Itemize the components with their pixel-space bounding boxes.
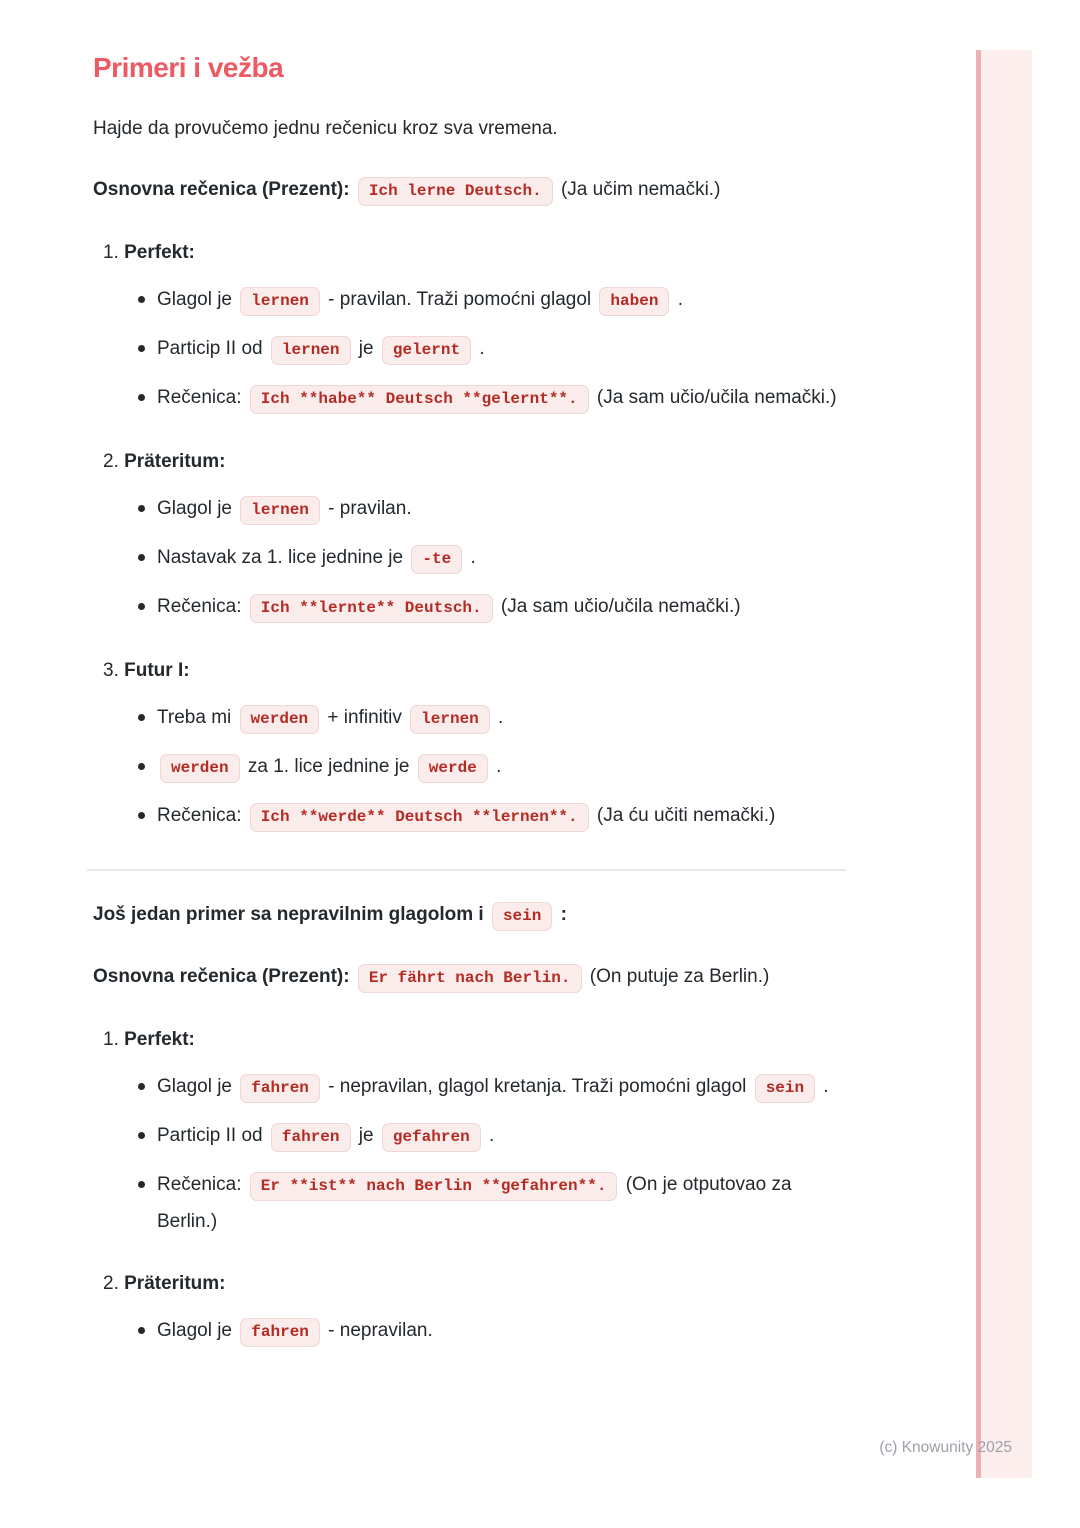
tense-section: [93, 236, 846, 417]
text-segment: je: [353, 338, 379, 359]
code-chip: werden: [160, 754, 240, 783]
second-example-heading: [93, 898, 846, 933]
text-segment: Rečenica:: [157, 596, 247, 617]
text-segment: Nastavak za 1. lice jednine je: [157, 547, 409, 568]
text-segment: + infinitiv: [322, 707, 408, 728]
bullet-list: [93, 700, 846, 835]
code-chip: Ich **lernte** Deutsch.: [250, 594, 493, 623]
section-number: 1.: [103, 1029, 125, 1050]
text-segment: .: [672, 289, 683, 310]
copyright-watermark: (c) Knowunity 2025: [879, 1439, 1012, 1456]
text-segment: (Ja učim nemački.): [555, 179, 721, 200]
code-chip: Er **ist** nach Berlin **gefahren**.: [250, 1172, 618, 1201]
tense-section: [93, 654, 846, 835]
text-segment: (Ja sam učio/učila nemački.): [591, 387, 837, 408]
text-segment: (On putuje za Berlin.): [584, 966, 770, 987]
code-chip: -te: [411, 545, 462, 574]
page-title: Primeri i vežba: [93, 52, 284, 83]
list-item: [93, 491, 846, 528]
section-number: 3.: [103, 660, 125, 681]
text-segment: .: [474, 338, 485, 359]
text-segment: Treba mi: [157, 707, 237, 728]
code-chip: Er fährt nach Berlin.: [358, 964, 582, 993]
code-chip: lernen: [240, 287, 320, 316]
text-segment: .: [490, 756, 502, 777]
section-number: 1.: [103, 242, 125, 263]
text-segment: - nepravilan, glagol kretanja. Traži pomoćni glagol: [322, 1076, 752, 1097]
text-segment: Glagol je: [157, 498, 238, 519]
tense-list-1: [93, 236, 846, 835]
text-segment: Glagol je: [157, 1076, 238, 1097]
code-chip: werde: [418, 754, 488, 783]
bullet-list: [93, 491, 846, 626]
code-chip: Ich **werde** Deutsch **lernen**.: [250, 803, 589, 832]
list-item: [93, 589, 846, 626]
code-chip: Ich lerne Deutsch.: [358, 177, 553, 206]
section-heading: [93, 654, 846, 688]
text-segment: - pravilan. Traži pomoćni glagol: [322, 289, 597, 310]
section-number: 2.: [103, 451, 125, 472]
section-title: Präteritum:: [124, 1273, 226, 1294]
list-item: [93, 380, 846, 417]
text-segment: Particip II od: [157, 1125, 268, 1146]
code-chip: sein: [755, 1074, 815, 1103]
tense-section: [93, 1023, 846, 1239]
section-title: Perfekt:: [124, 242, 195, 263]
text-segment: - nepravilan.: [322, 1320, 433, 1341]
text-segment: .: [492, 707, 504, 728]
text-segment: za 1. lice jednine je: [242, 756, 415, 777]
text-segment: Particip II od: [157, 338, 268, 359]
code-chip: gefahren: [382, 1123, 481, 1152]
bold-text: :: [555, 904, 567, 925]
text-segment: Glagol je: [157, 289, 238, 310]
section-heading: [93, 445, 846, 479]
code-chip: lernen: [410, 705, 490, 734]
section-divider: [87, 869, 846, 871]
list-item: [93, 1069, 846, 1106]
list-item: [93, 700, 846, 737]
section-title: Präteritum:: [124, 451, 226, 472]
bullet-list: [93, 1313, 846, 1350]
section-heading: [93, 236, 846, 270]
section-heading: [93, 1023, 846, 1057]
code-chip: haben: [599, 287, 669, 316]
list-item: [93, 1118, 846, 1155]
list-item: [93, 1313, 846, 1350]
text-segment: Rečenica:: [157, 1174, 247, 1195]
list-item: [93, 331, 846, 368]
list-item: [93, 540, 846, 577]
tense-section: [93, 445, 846, 626]
section-title: Futur I:: [124, 660, 190, 681]
bold-text: Osnovna rečenica (Prezent):: [93, 966, 355, 987]
text-segment: - pravilan.: [322, 498, 412, 519]
base-sentence-paragraph-1: [93, 173, 846, 208]
base-sentence-paragraph-2: [93, 960, 846, 995]
list-item: [93, 282, 846, 319]
bullet-list: [93, 282, 846, 417]
code-chip: fahren: [240, 1318, 320, 1347]
tense-list-2: [93, 1023, 846, 1350]
list-item: [93, 798, 846, 835]
section-number: 2.: [103, 1273, 125, 1294]
code-chip: werden: [240, 705, 320, 734]
text-segment: (Ja ću učiti nemački.): [591, 805, 776, 826]
code-chip: fahren: [271, 1123, 351, 1152]
text-segment: .: [483, 1125, 495, 1146]
text-segment: (On je otputovao za Berlin.): [157, 1174, 792, 1232]
code-chip: lernen: [240, 496, 320, 525]
text-segment: Rečenica:: [157, 805, 247, 826]
list-item: [93, 1167, 846, 1239]
document-content: [93, 0, 846, 1350]
text-segment: .: [818, 1076, 829, 1097]
intro-paragraph: Hajde da provučemo jednu rečenicu kroz sva vremena.: [93, 118, 558, 139]
tense-section: [93, 1267, 846, 1350]
list-item: [93, 749, 846, 786]
code-chip: fahren: [240, 1074, 320, 1103]
bold-text: Još jedan primer sa nepravilnim glagolom i: [93, 904, 489, 925]
text-segment: .: [465, 547, 476, 568]
code-chip: sein: [492, 902, 552, 931]
code-chip: Ich **habe** Deutsch **gelernt**.: [250, 385, 589, 414]
bold-text: Osnovna rečenica (Prezent):: [93, 179, 355, 200]
text-segment: (Ja sam učio/učila nemački.): [495, 596, 741, 617]
section-heading: [93, 1267, 846, 1301]
text-segment: je: [353, 1125, 379, 1146]
code-chip: gelernt: [382, 336, 471, 365]
bullet-list: [93, 1069, 846, 1239]
text-segment: Glagol je: [157, 1320, 238, 1341]
page-edge-decoration: [976, 50, 1032, 1478]
code-chip: lernen: [271, 336, 351, 365]
section-title: Perfekt:: [124, 1029, 195, 1050]
text-segment: Rečenica:: [157, 387, 247, 408]
